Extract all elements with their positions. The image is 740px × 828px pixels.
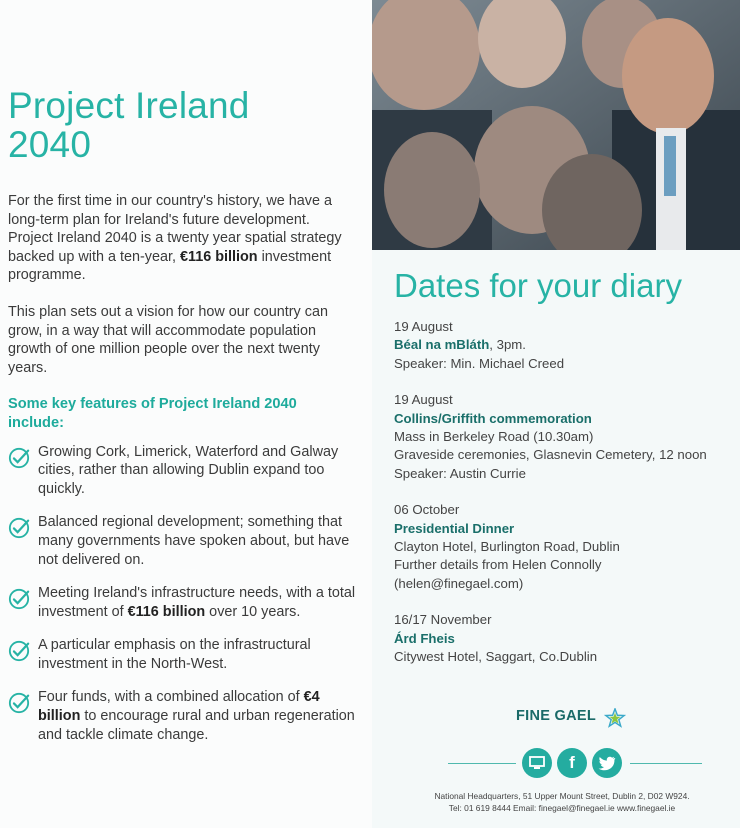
features-heading: Some key features of Project Ireland 2040 include: bbox=[8, 396, 297, 431]
event-date: 16/17 November bbox=[394, 612, 492, 628]
event-name: Collins/Griffith commemoration bbox=[394, 410, 592, 426]
divider-left bbox=[448, 763, 516, 764]
right-column bbox=[372, 0, 740, 828]
diary-section bbox=[394, 266, 740, 685]
page-title: Project Ireland 2040 bbox=[8, 85, 250, 165]
divider-right bbox=[630, 763, 702, 764]
event-name: Presidential Dinner bbox=[394, 520, 515, 536]
check-circle-icon bbox=[8, 692, 30, 714]
intro-paragraph: For the first time in our country's history, we have a long-term plan for Ireland's future development. Project Ireland 2040 is a twenty year spatial strategy backed up with a ten-year, €116 billion investment programme. bbox=[8, 193, 342, 284]
event-item bbox=[394, 501, 740, 593]
check-circle-icon bbox=[8, 447, 30, 469]
event-detail: Speaker: Austin Currie bbox=[394, 465, 526, 481]
event-detail: Speaker: Min. Michael Creed bbox=[394, 355, 565, 371]
vision-paragraph: This plan sets out a vision for how our country can grow, in a way that will accommodate population growth of one million people over the next twenty years. bbox=[8, 303, 328, 376]
check-circle-icon bbox=[8, 588, 30, 610]
twitter-icon[interactable] bbox=[592, 748, 622, 778]
diary-title: Dates for your diary bbox=[394, 267, 682, 304]
event-item bbox=[394, 391, 740, 483]
screen-icon[interactable] bbox=[522, 748, 552, 778]
crowd-photo bbox=[372, 0, 740, 250]
event-detail: Further details from Helen Connolly bbox=[394, 557, 602, 573]
feature-item: Balanced regional development; something that many governments have spoken about, but have not delivered on. bbox=[8, 513, 360, 569]
check-circle-icon bbox=[8, 640, 30, 662]
event-name: Béal na mBláth, 3pm. bbox=[394, 337, 526, 353]
event-date: 19 August bbox=[394, 319, 453, 334]
event-detail: Citywest Hotel, Saggart, Co.Dublin bbox=[394, 649, 598, 665]
event-detail: Graveside ceremonies, Glasnevin Cemetery, 12 noon bbox=[394, 447, 707, 463]
feature-item: Four funds, with a combined allocation of €4 billion to encourage rural and urban regeneration and tackle climate change. bbox=[8, 688, 360, 744]
event-date: 19 August bbox=[394, 392, 453, 408]
event-item bbox=[394, 318, 740, 373]
feature-item: A particular emphasis on the infrastructural investment in the North-West. bbox=[8, 636, 360, 673]
features-list bbox=[8, 443, 372, 745]
event-detail: Clayton Hotel, Burlington Road, Dublin bbox=[394, 539, 620, 555]
star-logo-icon bbox=[604, 708, 626, 728]
check-circle-icon bbox=[8, 517, 30, 539]
social-links bbox=[522, 748, 622, 778]
event-item bbox=[394, 611, 740, 666]
feature-item: Growing Cork, Limerick, Waterford and Galway cities, rather than allowing Dublin expand too quickly. bbox=[8, 443, 360, 499]
fine-gael-logo: FINE GAEL bbox=[516, 708, 597, 724]
event-name: Árd Fheis bbox=[394, 630, 455, 646]
facebook-icon[interactable]: f bbox=[557, 748, 587, 778]
footer-address: National Headquarters, 51 Upper Mount Street, Dublin 2, D02 W924. Tel: 01 619 8444 Email: finegael@finegael.ie www.finegael.ie bbox=[434, 791, 690, 813]
event-detail: Mass in Berkeley Road (10.30am) bbox=[394, 429, 594, 445]
event-detail: (helen@finegael.com) bbox=[394, 575, 524, 591]
feature-item: Meeting Ireland's infrastructure needs, with a total investment of €116 billion over 10 years. bbox=[8, 584, 360, 621]
event-date: 06 October bbox=[394, 502, 460, 518]
